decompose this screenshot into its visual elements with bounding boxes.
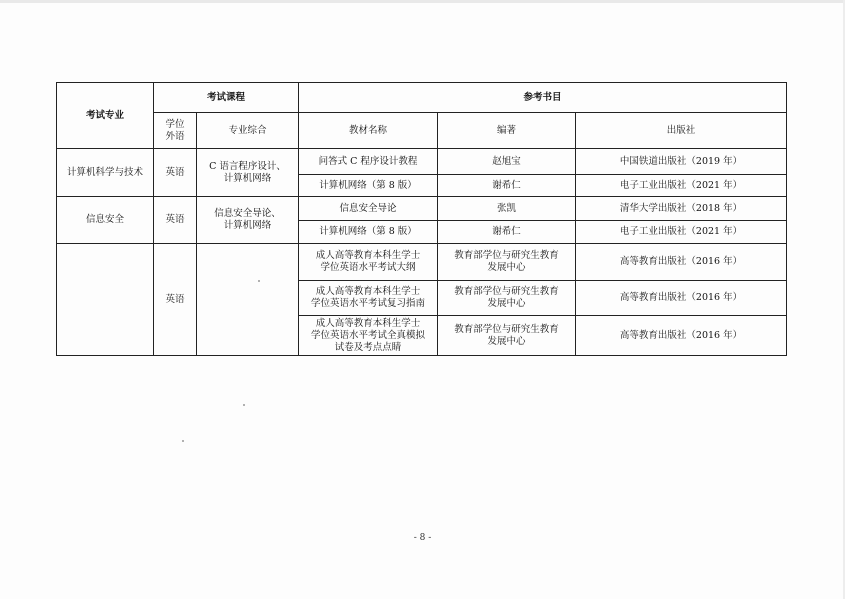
cell-comprehensive	[197, 244, 299, 356]
scan-speck	[182, 440, 184, 442]
cell-comprehensive: 信息安全导论、 计算机网络	[197, 197, 299, 244]
cell-book-publisher: 电子工业出版社（2021 年）	[576, 175, 787, 197]
cell-book-title: 成人高等教育本科生学士 学位英语水平考试全真模拟 试卷及考点点睛	[299, 316, 438, 356]
cell-book-title: 计算机网络（第 8 版）	[299, 221, 438, 244]
header-textbook-name: 教材名称	[299, 113, 438, 149]
header-reference-books: 参考书目	[299, 83, 787, 113]
cell-book-author: 赵旭宝	[438, 149, 576, 175]
cell-book-publisher: 电子工业出版社（2021 年）	[576, 221, 787, 244]
cell-book-author: 教育部学位与研究生教育 发展中心	[438, 281, 576, 316]
header-publisher: 出版社	[576, 113, 787, 149]
cell-book-author: 教育部学位与研究生教育 发展中心	[438, 244, 576, 281]
page-number: - 8 -	[413, 533, 432, 543]
header-author: 编著	[438, 113, 576, 149]
reference-books-table	[56, 82, 787, 356]
header-degree-foreign-language: 学位 外语	[154, 113, 197, 149]
header-exam-major: 考试专业	[57, 83, 154, 149]
cell-book-author: 谢希仁	[438, 221, 576, 244]
cell-book-publisher: 高等教育出版社（2016 年）	[576, 281, 787, 316]
cell-book-title: 成人高等教育本科生学士 学位英语水平考试大纲	[299, 244, 438, 281]
header-exam-course: 考试课程	[154, 83, 299, 113]
cell-book-author: 谢希仁	[438, 175, 576, 197]
cell-language: 英语	[154, 197, 197, 244]
scan-edge-top	[0, 0, 845, 3]
header-comprehensive: 专业综合	[197, 113, 299, 149]
cell-book-title: 问答式 C 程序设计教程	[299, 149, 438, 175]
cell-major: 信息安全	[57, 197, 154, 244]
cell-language: 英语	[154, 244, 197, 356]
cell-book-author: 教育部学位与研究生教育 发展中心	[438, 316, 576, 356]
cell-language: 英语	[154, 149, 197, 197]
scan-speck	[258, 280, 260, 282]
cell-book-title: 成人高等教育本科生学士 学位英语水平考试复习指南	[299, 281, 438, 316]
cell-book-publisher: 高等教育出版社（2016 年）	[576, 316, 787, 356]
cell-book-title: 计算机网络（第 8 版）	[299, 175, 438, 197]
cell-book-publisher: 中国铁道出版社（2019 年）	[576, 149, 787, 175]
cell-major	[57, 244, 154, 356]
scan-speck	[243, 404, 245, 406]
cell-book-publisher: 高等教育出版社（2016 年）	[576, 244, 787, 281]
cell-major: 计算机科学与技术	[57, 149, 154, 197]
cell-book-author: 张凯	[438, 197, 576, 221]
cell-book-publisher: 清华大学出版社（2018 年）	[576, 197, 787, 221]
cell-book-title: 信息安全导论	[299, 197, 438, 221]
cell-comprehensive: C 语言程序设计、 计算机网络	[197, 149, 299, 197]
